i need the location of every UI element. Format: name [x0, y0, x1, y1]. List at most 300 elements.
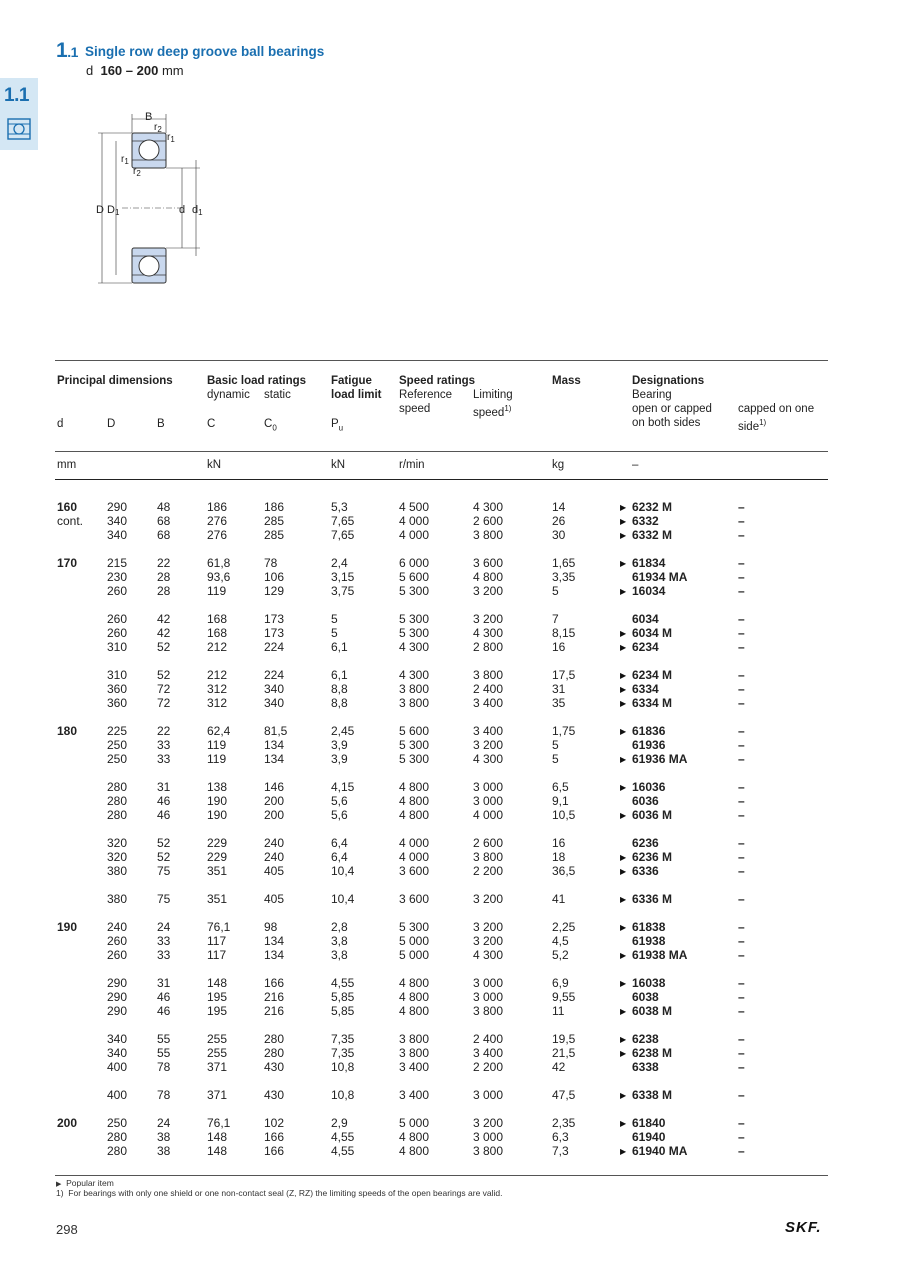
cell-reference-speed: 4 000	[399, 528, 430, 542]
cell-static-load: 240	[264, 850, 285, 864]
cell-reference-speed: 4 800	[399, 780, 430, 794]
cell-width: 68	[157, 514, 171, 528]
cell-reference-speed: 3 800	[399, 1032, 430, 1046]
col-speed-ratings: Speed ratings	[399, 375, 476, 387]
cell-bore-diameter: 180	[57, 724, 78, 738]
cell-mass: 21,5	[552, 1046, 576, 1060]
cell-designation: 6036	[632, 794, 659, 808]
cell-mass: 1,75	[552, 724, 576, 738]
cell-width: 78	[157, 1088, 171, 1102]
cell-mass: 7,3	[552, 1144, 569, 1158]
cell-width: 24	[157, 1116, 171, 1130]
cell-capped-one-side: –	[738, 626, 745, 640]
cell-mass: 5,2	[552, 948, 569, 962]
popular-item-marker: ▶	[620, 755, 627, 764]
cell-dynamic-load: 76,1	[207, 920, 231, 934]
unit-kn-fatigue: kN	[331, 459, 346, 471]
cell-static-load: 166	[264, 1130, 285, 1144]
col-on-both-sides: on both sides	[632, 417, 701, 429]
cell-mass: 2,25	[552, 920, 576, 934]
cell-capped-one-side: –	[738, 1130, 745, 1144]
cell-designation: 61940 MA	[632, 1144, 688, 1158]
popular-item-marker: ▶	[620, 1147, 627, 1156]
cell-dynamic-load: 119	[207, 738, 227, 752]
cell-outside-diameter: 280	[107, 794, 128, 808]
cell-reference-speed: 3 600	[399, 892, 430, 906]
popular-item-marker: ▶	[620, 1035, 627, 1044]
cell-mass: 42	[552, 1060, 566, 1074]
cell-fatigue-limit: 3,9	[331, 738, 348, 752]
popular-item-marker: ▶	[620, 671, 627, 680]
cell-dynamic-load: 255	[207, 1046, 228, 1060]
cell-limiting-speed: 4 300	[473, 948, 504, 962]
cell-designation: 6238 M	[632, 1046, 673, 1060]
cell-fatigue-limit: 8,8	[331, 682, 348, 696]
cell-dynamic-load: 371	[207, 1060, 228, 1074]
cell-mass: 11	[552, 1004, 565, 1018]
cell-static-load: 166	[264, 1144, 285, 1158]
cell-outside-diameter: 290	[107, 976, 128, 990]
cell-limiting-speed: 3 800	[473, 528, 504, 542]
cell-designation: 6038	[632, 990, 659, 1004]
cell-continued: cont.	[57, 514, 84, 528]
cell-width: 22	[157, 556, 171, 570]
cell-outside-diameter: 340	[107, 514, 128, 528]
cell-reference-speed: 4 800	[399, 1130, 430, 1144]
cell-mass: 10,5	[552, 808, 576, 822]
cell-capped-one-side: –	[738, 808, 745, 822]
cell-reference-speed: 5 600	[399, 570, 430, 584]
cell-limiting-speed: 3 000	[473, 1130, 504, 1144]
label-r2-left: $r_2$	[133, 166, 141, 178]
cell-outside-diameter: 260	[107, 934, 128, 948]
col-fatigue: Fatigue	[331, 375, 372, 387]
table-units-rule	[55, 479, 828, 480]
cell-outside-diameter: 290	[107, 500, 128, 514]
cell-fatigue-limit: 5,3	[331, 500, 348, 514]
cell-static-load: 98	[264, 920, 278, 934]
cell-static-load: 134	[264, 934, 285, 948]
cell-capped-one-side: –	[738, 724, 745, 738]
cell-mass: 47,5	[552, 1088, 576, 1102]
cell-limiting-speed: 3 400	[473, 724, 504, 738]
cell-fatigue-limit: 7,35	[331, 1046, 355, 1060]
cell-width: 46	[157, 990, 171, 1004]
cell-dynamic-load: 119	[207, 584, 227, 598]
popular-item-marker: ▶	[620, 1119, 627, 1128]
cell-capped-one-side: –	[738, 682, 745, 696]
label-r2-top: $r_2$	[154, 122, 162, 134]
cell-outside-diameter: 260	[107, 584, 128, 598]
cell-mass: 18	[552, 850, 566, 864]
col-load-limit: load limit	[331, 389, 382, 401]
cell-fatigue-limit: 7,35	[331, 1032, 355, 1046]
cell-static-load: 146	[264, 780, 285, 794]
cell-fatigue-limit: 5	[331, 626, 338, 640]
cell-width: 33	[157, 948, 171, 962]
cell-limiting-speed: 3 800	[473, 668, 504, 682]
cell-width: 24	[157, 920, 171, 934]
cell-fatigue-limit: 5,6	[331, 808, 348, 822]
popular-item-marker: ▶	[620, 979, 627, 988]
diameter-range: d 160 – 200 mm	[86, 63, 184, 78]
cell-static-load: 240	[264, 836, 285, 850]
sym-C0: $C_0$	[264, 418, 277, 433]
cell-fatigue-limit: 5	[331, 612, 338, 626]
section-number: 1.1	[56, 39, 78, 62]
cell-static-load: 134	[264, 752, 285, 766]
unit-mm: mm	[57, 459, 77, 471]
cell-reference-speed: 4 800	[399, 976, 430, 990]
cell-mass: 17,5	[552, 668, 576, 682]
cell-limiting-speed: 3 400	[473, 1046, 504, 1060]
cell-static-load: 166	[264, 976, 285, 990]
cell-dynamic-load: 119	[207, 752, 227, 766]
cell-limiting-speed: 2 200	[473, 864, 504, 878]
cell-fatigue-limit: 7,65	[331, 528, 355, 542]
cell-dynamic-load: 138	[207, 780, 228, 794]
cell-dynamic-load: 371	[207, 1088, 228, 1102]
cell-designation: 61936	[632, 738, 666, 752]
cell-static-load: 200	[264, 794, 285, 808]
cell-fatigue-limit: 2,9	[331, 1116, 348, 1130]
cell-mass: 31	[552, 682, 566, 696]
cell-dynamic-load: 61,8	[207, 556, 231, 570]
sym-B: B	[157, 418, 165, 430]
popular-item-marker: ▶	[620, 643, 627, 652]
bearing-icon	[7, 117, 31, 146]
cell-limiting-speed: 2 400	[473, 1032, 504, 1046]
cell-outside-diameter: 280	[107, 780, 128, 794]
cell-reference-speed: 4 000	[399, 514, 430, 528]
label-D1: D1	[107, 204, 120, 217]
cell-fatigue-limit: 3,75	[331, 584, 355, 598]
cell-reference-speed: 4 300	[399, 640, 430, 654]
cell-outside-diameter: 280	[107, 1144, 128, 1158]
cell-mass: 6,5	[552, 780, 569, 794]
cell-capped-one-side: –	[738, 794, 745, 808]
cell-capped-one-side: –	[738, 892, 745, 906]
sym-D: D	[107, 418, 116, 430]
cell-bore-diameter: 170	[57, 556, 78, 570]
cell-designation: 6038 M	[632, 1004, 673, 1018]
cell-limiting-speed: 2 200	[473, 1060, 504, 1074]
cell-fatigue-limit: 6,1	[331, 668, 348, 682]
label-D: D	[96, 204, 104, 216]
popular-item-marker: ▶	[620, 685, 627, 694]
cell-outside-diameter: 320	[107, 836, 128, 850]
cell-limiting-speed: 3 200	[473, 584, 504, 598]
cell-dynamic-load: 117	[207, 934, 227, 948]
cell-mass: 8,15	[552, 626, 576, 640]
cell-limiting-speed: 4 300	[473, 500, 504, 514]
popular-item-marker: ▶	[620, 895, 627, 904]
cell-dynamic-load: 229	[207, 836, 228, 850]
cell-designation: 6234	[632, 640, 659, 654]
cell-limiting-speed: 3 200	[473, 738, 504, 752]
cell-reference-speed: 5 000	[399, 948, 430, 962]
cell-static-load: 430	[264, 1088, 285, 1102]
cell-mass: 35	[552, 696, 566, 710]
cell-reference-speed: 5 600	[399, 724, 430, 738]
cell-reference-speed: 4 800	[399, 794, 430, 808]
cell-limiting-speed: 3 000	[473, 1088, 504, 1102]
cell-fatigue-limit: 10,8	[331, 1060, 355, 1074]
cell-width: 75	[157, 864, 171, 878]
cell-designation: 61934 MA	[632, 570, 688, 584]
cell-fatigue-limit: 5,85	[331, 1004, 355, 1018]
page-number: 298	[56, 1222, 78, 1237]
cell-designation: 6338	[632, 1060, 659, 1074]
sym-Pu: $P_u$	[331, 418, 344, 433]
cell-limiting-speed: 3 000	[473, 794, 504, 808]
popular-item-marker: ▶	[620, 1049, 627, 1058]
cell-capped-one-side: –	[738, 514, 745, 528]
cell-fatigue-limit: 6,1	[331, 640, 348, 654]
cell-reference-speed: 5 300	[399, 752, 430, 766]
cell-limiting-speed: 2 800	[473, 640, 504, 654]
cell-reference-speed: 5 300	[399, 920, 430, 934]
bearing-cross-section-drawing	[92, 108, 222, 293]
cell-capped-one-side: –	[738, 668, 745, 682]
label-d1: d1	[192, 204, 203, 217]
cell-width: 33	[157, 738, 171, 752]
table-bottom-rule	[55, 1175, 828, 1176]
cell-designation: 6232 M	[632, 500, 673, 514]
cell-mass: 2,35	[552, 1116, 576, 1130]
cell-outside-diameter: 400	[107, 1088, 128, 1102]
cell-fatigue-limit: 2,45	[331, 724, 355, 738]
cell-bore-diameter: 200	[57, 1116, 78, 1130]
cell-static-load: 200	[264, 808, 285, 822]
cell-fatigue-limit: 10,8	[331, 1088, 355, 1102]
section-title: Single row deep groove ball bearings	[85, 44, 325, 59]
cell-reference-speed: 4 500	[399, 500, 430, 514]
cell-reference-speed: 5 300	[399, 584, 430, 598]
cell-fatigue-limit: 6,4	[331, 850, 348, 864]
col-side: side$^{1)}$	[738, 418, 767, 433]
col-mass: Mass	[552, 375, 581, 387]
sym-d: d	[57, 418, 64, 430]
cell-outside-diameter: 320	[107, 850, 128, 864]
cell-designation: 61938	[632, 934, 666, 948]
cell-designation: 6338 M	[632, 1088, 673, 1102]
cell-fatigue-limit: 8,8	[331, 696, 348, 710]
popular-item-marker: ▶	[620, 867, 627, 876]
cell-designation: 61936 MA	[632, 752, 688, 766]
cell-designation: 6334 M	[632, 696, 673, 710]
cell-width: 28	[157, 570, 171, 584]
cell-capped-one-side: –	[738, 1116, 745, 1130]
cell-designation: 6332 M	[632, 528, 673, 542]
cell-capped-one-side: –	[738, 1032, 745, 1046]
cell-static-load: 216	[264, 1004, 285, 1018]
cell-dynamic-load: 212	[207, 640, 228, 654]
cell-limiting-speed: 3 400	[473, 696, 504, 710]
cell-outside-diameter: 250	[107, 752, 128, 766]
cell-outside-diameter: 250	[107, 1116, 128, 1130]
cell-limiting-speed: 2 600	[473, 836, 504, 850]
cell-outside-diameter: 260	[107, 626, 128, 640]
cell-designation: 61836	[632, 724, 666, 738]
cell-mass: 41	[552, 892, 566, 906]
cell-dynamic-load: 312	[207, 696, 228, 710]
cell-designation: 6336	[632, 864, 659, 878]
cell-limiting-speed: 2 400	[473, 682, 504, 696]
cell-outside-diameter: 280	[107, 808, 128, 822]
cell-width: 48	[157, 500, 171, 514]
cell-mass: 7	[552, 612, 559, 626]
cell-width: 72	[157, 682, 171, 696]
cell-limiting-speed: 3 200	[473, 920, 504, 934]
cell-dynamic-load: 148	[207, 1144, 228, 1158]
cell-reference-speed: 3 400	[399, 1088, 430, 1102]
cell-capped-one-side: –	[738, 752, 745, 766]
cell-designation: 61940	[632, 1130, 666, 1144]
cell-width: 33	[157, 934, 171, 948]
cell-limiting-speed: 4 800	[473, 570, 504, 584]
cell-width: 22	[157, 724, 171, 738]
cell-capped-one-side: –	[738, 934, 745, 948]
cell-mass: 6,9	[552, 976, 569, 990]
label-d: d	[179, 204, 186, 216]
cell-width: 28	[157, 584, 171, 598]
cell-dynamic-load: 168	[207, 626, 228, 640]
cell-fatigue-limit: 4,55	[331, 1130, 355, 1144]
cell-fatigue-limit: 5,85	[331, 990, 355, 1004]
cell-fatigue-limit: 3,8	[331, 948, 348, 962]
cell-width: 52	[157, 668, 171, 682]
cell-fatigue-limit: 6,4	[331, 836, 348, 850]
cell-outside-diameter: 290	[107, 990, 128, 1004]
cell-designation: 16036	[632, 780, 666, 794]
cell-dynamic-load: 190	[207, 794, 228, 808]
cell-reference-speed: 5 000	[399, 934, 430, 948]
cell-outside-diameter: 360	[107, 696, 128, 710]
cell-limiting-speed: 3 800	[473, 1144, 504, 1158]
cell-capped-one-side: –	[738, 836, 745, 850]
cell-capped-one-side: –	[738, 780, 745, 794]
col-limiting-speed: speed$^{1)}$	[473, 404, 512, 419]
cell-designation: 61834	[632, 556, 666, 570]
cell-dynamic-load: 76,1	[207, 1116, 231, 1130]
cell-outside-diameter: 400	[107, 1060, 128, 1074]
sym-C: C	[207, 418, 216, 430]
cell-static-load: 134	[264, 738, 285, 752]
cell-fatigue-limit: 7,65	[331, 514, 355, 528]
label-r1-left: $r_1$	[121, 154, 129, 166]
cell-bore-diameter: 160	[57, 500, 78, 514]
cell-mass: 4,5	[552, 934, 569, 948]
cell-designation: 61938 MA	[632, 948, 688, 962]
cell-static-load: 216	[264, 990, 285, 1004]
cell-mass: 6,3	[552, 1130, 569, 1144]
cell-limiting-speed: 3 000	[473, 780, 504, 794]
cell-outside-diameter: 230	[107, 570, 128, 584]
popular-item-marker: ▶	[620, 727, 627, 736]
cell-mass: 5	[552, 584, 559, 598]
cell-fatigue-limit: 4,15	[331, 780, 355, 794]
cell-static-load: 285	[264, 528, 285, 542]
cell-dynamic-load: 168	[207, 612, 228, 626]
cell-static-load: 280	[264, 1046, 285, 1060]
cell-designation: 16034	[632, 584, 666, 598]
cell-designation: 6236 M	[632, 850, 673, 864]
cell-capped-one-side: –	[738, 920, 745, 934]
cell-reference-speed: 4 300	[399, 668, 430, 682]
cell-fatigue-limit: 2,4	[331, 556, 348, 570]
cell-reference-speed: 3 600	[399, 864, 430, 878]
unit-designation-dash: –	[632, 459, 639, 471]
popular-item-marker: ▶	[620, 587, 627, 596]
cell-reference-speed: 4 800	[399, 1144, 430, 1158]
cell-limiting-speed: 3 200	[473, 934, 504, 948]
cell-mass: 36,5	[552, 864, 576, 878]
footnote-popular: ▶ Popular item	[56, 1178, 114, 1188]
col-basic-load-ratings: Basic load ratings	[207, 375, 307, 387]
cell-capped-one-side: –	[738, 570, 745, 584]
cell-static-load: 224	[264, 640, 285, 654]
popular-item-marker: ▶	[620, 923, 627, 932]
cell-outside-diameter: 380	[107, 892, 128, 906]
cell-reference-speed: 5 300	[399, 738, 430, 752]
cell-mass: 5	[552, 752, 559, 766]
cell-limiting-speed: 4 000	[473, 808, 504, 822]
cell-static-load: 102	[264, 1116, 285, 1130]
cell-width: 75	[157, 892, 171, 906]
col-bearing: Bearing	[632, 389, 672, 401]
cell-limiting-speed: 3 200	[473, 892, 504, 906]
cell-capped-one-side: –	[738, 528, 745, 542]
cell-limiting-speed: 3 800	[473, 1004, 504, 1018]
cell-outside-diameter: 240	[107, 920, 128, 934]
cell-limiting-speed: 3 000	[473, 976, 504, 990]
cell-reference-speed: 3 800	[399, 1046, 430, 1060]
cell-fatigue-limit: 3,15	[331, 570, 355, 584]
cell-static-load: 186	[264, 500, 285, 514]
cell-capped-one-side: –	[738, 556, 745, 570]
cell-mass: 3,35	[552, 570, 576, 584]
cell-outside-diameter: 340	[107, 1046, 128, 1060]
side-tab-label: 1.1	[4, 85, 29, 106]
popular-item-marker: ▶	[620, 531, 627, 540]
cell-designation: 6238	[632, 1032, 659, 1046]
cell-dynamic-load: 276	[207, 514, 228, 528]
cell-mass: 16	[552, 836, 566, 850]
cell-fatigue-limit: 3,9	[331, 752, 348, 766]
cell-width: 68	[157, 528, 171, 542]
popular-item-marker: ▶	[620, 811, 627, 820]
popular-item-marker: ▶	[620, 559, 627, 568]
cell-dynamic-load: 229	[207, 850, 228, 864]
col-designations: Designations	[632, 375, 705, 387]
cell-width: 46	[157, 808, 171, 822]
cell-designation: 6036 M	[632, 808, 673, 822]
cell-dynamic-load: 276	[207, 528, 228, 542]
cell-dynamic-load: 195	[207, 990, 228, 1004]
cell-reference-speed: 3 400	[399, 1060, 430, 1074]
col-principal-dimensions: Principal dimensions	[57, 375, 173, 387]
cell-static-load: 340	[264, 696, 285, 710]
cell-dynamic-load: 148	[207, 976, 228, 990]
cell-reference-speed: 4 800	[399, 990, 430, 1004]
cell-dynamic-load: 62,4	[207, 724, 231, 738]
cell-width: 42	[157, 626, 171, 640]
popular-item-marker: ▶	[620, 951, 627, 960]
cell-capped-one-side: –	[738, 738, 745, 752]
cell-limiting-speed: 3 200	[473, 612, 504, 626]
cell-mass: 16	[552, 640, 566, 654]
